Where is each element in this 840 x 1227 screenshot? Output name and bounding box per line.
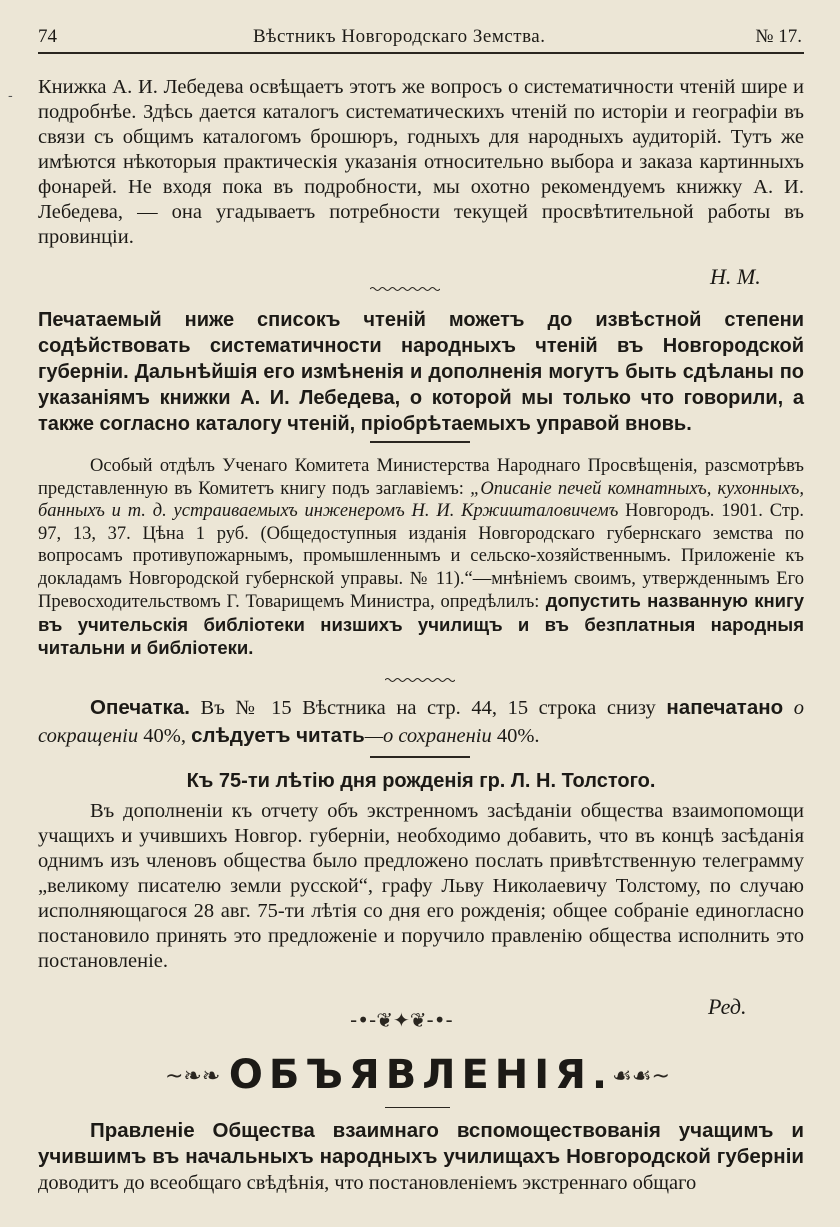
committee-intro: Особый отдѣлъ Ученаго Комитета Министерства Народнаго Просвѣщенія, разсмотрѣвъ представленную въ Комитетъ книгу подъ заглавіемъ: [38,456,804,499]
book-details: Новгородъ. 1901. Стр. 97, 13, 37. Цѣна 1 руб. (Общедоступныя изданія Новгородскаго губернскаго земства по вопросамъ противупожарнымъ, промышленнымъ и сельско-хозяйственнымъ. Приложеніе къ докладамъ Новгородской губернской управы. № 11).“—мнѣніемъ своимъ, утвержденнымъ Его Превосходительствомъ Г. Товарищемъ Министра, опредѣлилъ: [38,501,805,612]
erratum-text: Въ № 15 Вѣстника на стр. 44, 15 строка снизу [189,697,667,719]
ornament-divider-icon: -•-❦✦❦-•- [350,1008,453,1032]
page-header [38,22,804,54]
erratum-label: Опечатка. [90,696,190,719]
erratum-pct2: 40%. [491,725,540,747]
journal-title: Вѣстникъ Новгородскаго Земства. [253,26,546,47]
tolstoy-paragraph: Въ дополненіи къ отчету объ экстренномъ засѣданіи общества взаимопомощи учащихъ и учившихъ Новгор. губерніи, необходимо добавить, что въ концѣ засѣданія однимъ изъ членовъ общества было предложено послать привѣтственную телеграмму „великому писателю земли русской“, графу Льву Николаевичу Толстому, по случаю исполняющагося 28 авг. 75-ти лѣтія со дня его рожденія; общее собраніе единогласно постановило принять это предложеніе и поручило правленію общества исполнить это постановленіе. [38,800,804,972]
erratum-should: слѣдуетъ читать [191,724,365,747]
committee-decision: допустить названную книгу въ учительскія библіотеки низшихъ училищъ и въ безплатныя народныя читальни и библіотеки. [38,590,804,658]
tolstoy-signature: Ред. [708,994,747,1019]
wavy-rule-2 [385,677,455,683]
announcement-paragraph [38,1118,804,1196]
tolstoy-heading: Къ 75-ти лѣтію дня рожденія гр. Л. Н. Толстого. [186,770,656,792]
reading-list-notice: Печатаемый ниже списокъ чтеній можетъ до извѣстной степени содѣйствовать систематичности народныхъ чтеній въ Новгородской губерніи. Дальнѣйшія его измѣненія и дополненія могутъ быть сдѣланы по указаніямъ книжки А. И. Лебедева, о которой мы только что говорили, а также согласно каталогу чтеній, пріобрѣтаемыхъ управой вновь. [38,309,804,435]
wavy-rule [370,286,440,292]
erratum-right: —о сохраненіи [364,725,492,747]
announcements-title: ОБЪЯВЛЕНІЯ. [228,1052,614,1098]
section-rule-3 [385,1107,450,1108]
page-number: 74 [38,26,57,47]
review-paragraph: Книжка А. И. Лебедева освѣщаетъ этотъ же вопросъ о систематичности чтеній шире и подробнѣе. Здѣсь дается каталогъ систематическихъ чтеній по исторіи и географіи въ связи съ общимъ каталогомъ брошюръ, годныхъ для народныхъ аудиторій. Тутъ же имѣются нѣкоторыя практическія указанія относительно выбора и заказа картинныхъ фонарей. Не входя пока въ подробности, мы охотно рекомендуемъ книжку А. И. Лебедева, — она угадываетъ потребности текущей просвѣтительной работы въ провинціи. [38,76,804,248]
book-title: „Описаніе печей комнатныхъ, кухонныхъ, банныхъ и т. д. устраиваемыхъ инженеромъ Н. И. Кржишталовичемъ [38,478,804,521]
ornament-left-flourish-icon: ~❧❧ [165,1064,221,1089]
announcement-text: доводитъ до всеобщаго свѣдѣнія, что постановленіемъ экстреннаго общаго [38,1172,697,1194]
ornament-right-flourish-icon: ☙☙~ [612,1064,670,1089]
section-rule-2 [370,756,470,758]
erratum-paragraph [38,694,804,750]
erratum-wrong: о сокращеніи [38,697,805,747]
committee-paragraph [38,455,804,661]
section-rule [370,441,470,443]
issue-number: № 17. [755,26,802,47]
margin-mark: - [8,88,13,104]
erratum-pct1: 40%, [138,725,192,747]
announcement-lead: Правленіе Общества взаимнаго вспомоществованія учащимъ и учившимъ въ начальныхъ народныхъ училищахъ Новгородской губерніи [38,1119,804,1168]
review-signature: Н. М. [710,264,761,289]
erratum-printed: напечатано [666,696,784,719]
